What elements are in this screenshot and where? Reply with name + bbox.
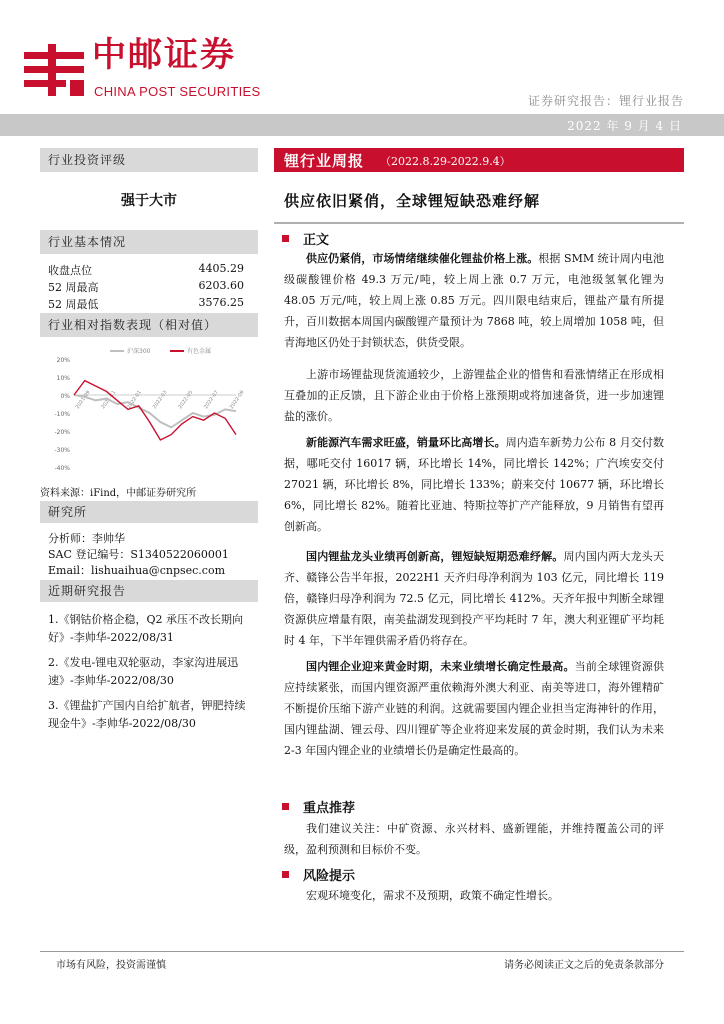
legend-label: 有色金属 xyxy=(187,348,212,355)
y-tick-label: -30% xyxy=(54,447,70,454)
section-heading-text: 正文 xyxy=(303,233,330,248)
rating-value: 强于大市 xyxy=(121,193,177,209)
paragraph-body: 周内造车新势力公布 8 月交付数据，哪吒交付 16017 辆，环比增长 14%，同比增长 142%；广汽埃安交付 27021 辆，环比增长 8%，同比增长 133%；蔚来交付 10677 辆，环比增长 6%，同比增长 82%。随着比亚迪、特斯拉等扩产产能释放，9 月销售有望再创新高。 xyxy=(284,436,664,533)
y-tick-label: 0% xyxy=(60,393,70,400)
kv-value: 4405.29 xyxy=(198,262,244,275)
recent-report-link[interactable]: 3.《锂盐扩产国内自给扩航者，钾肥持续现金牛》-李帅华-2022/08/30 xyxy=(48,699,246,730)
bullet-icon xyxy=(282,871,289,878)
report-tag: 锂行业周报 xyxy=(284,152,365,170)
report-period: （2022.8.29-2022.9.4） xyxy=(380,155,511,168)
analyst-header: 研究所 xyxy=(40,501,258,523)
analyst-name: 分析师：李帅华 xyxy=(48,532,125,545)
paragraph-lead: 国内锂盐龙头业绩再创新高，锂短缺短期恐难纾解。 xyxy=(306,550,564,563)
footer-disclaimer: 请务必阅读正文之后的免责条款部分 xyxy=(504,960,664,971)
chart-source: 资料来源：iFind，中邮证券研究所 xyxy=(40,488,197,499)
legend-label: 沪深300 xyxy=(127,348,151,355)
rating-header: 行业投资评级 xyxy=(40,148,258,172)
paragraph: 宏观环境变化，需求不及预期，政策不确定性增长。 xyxy=(306,889,559,902)
paragraph-lead: 国内锂企业迎来黄金时期，未来业绩增长确定性最高。 xyxy=(306,660,575,673)
recent-report-link[interactable]: 2.《发电-锂电双轮驱动，李家沟进展迅速》-李帅华-2022/08/30 xyxy=(48,656,239,687)
kv-key: 52 周最低 xyxy=(48,298,99,311)
paragraph-body: 根据 SMM 统计周内电池级碳酸锂价格 49.3 万元/吨，较上周上涨 0.7 万元，电池级氢氧化锂为 48.05 万元/吨，较上周上涨 0.85 万元。四川限电结束后，锂盐产量有所提升，百川数据本周国内碳酸锂产量预计为 7868 吨，较上周增加 1058 吨，但青海地区仍处于封锁状态，供货受限。 xyxy=(284,252,664,349)
report-title-bar xyxy=(274,148,684,172)
paragraph-lead: 供应仍紧俏，市场情绪继续催化锂盐价格上涨。 xyxy=(306,252,539,265)
paragraph-body: 周内国内两大龙头天齐、赣锋公告半年报，2022H1 天齐归母净利润为 103 亿元，同比增长 119 倍，赣锋归母净利润为 72.5 亿元，同比增长 412%。天齐年报中判断全球锂资源供应增量有限，南美盐湖发现到投产平均耗时 7 年，澳大利亚锂矿平均耗时 4 年，下半年锂供需矛盾仍将存在。 xyxy=(284,550,665,647)
x-tick-label: 2021-11 xyxy=(100,389,118,411)
x-tick-label: 2022-03 xyxy=(151,389,169,411)
report-type: 证券研究报告：锂行业报告 xyxy=(527,94,684,108)
kv-key: 收盘点位 xyxy=(48,264,92,277)
y-tick-label: 10% xyxy=(56,375,70,382)
y-tick-label: -40% xyxy=(54,465,70,472)
y-tick-label: -10% xyxy=(54,411,70,418)
x-tick-label: 2022-01 xyxy=(126,389,143,411)
kv-value: 3576.25 xyxy=(198,296,244,309)
x-tick-label: 2022-07 xyxy=(203,389,220,411)
brand-name: 中邮证券 xyxy=(92,35,236,75)
x-tick-label: 2022-09 xyxy=(228,389,246,411)
footer-divider xyxy=(40,951,684,952)
section-heading-text: 重点推荐 xyxy=(303,801,356,816)
paragraph xyxy=(284,248,664,353)
kv-key: 52 周最高 xyxy=(48,281,99,294)
y-tick-label: -20% xyxy=(54,429,70,436)
paragraph: 我们建议关注：中矿资源、永兴材料、盛新锂能，并维持覆盖公司的评级，盈利预测和目标价不变。 xyxy=(284,822,664,856)
date-bar xyxy=(0,114,724,136)
paragraph: 上游市场锂盐现货流通较少，上游锂盐企业的惜售和看涨情绪正在形成相互叠加的正反馈，且下游企业由于价格上涨预期或将加速备货，进一步加速锂盐的涨价。 xyxy=(284,368,664,423)
page-title: 供应依旧紧俏，全球锂短缺恐难纾解 xyxy=(284,192,541,210)
paragraph-lead: 新能源汽车需求旺盛，销量环比高增长。 xyxy=(306,436,506,449)
section-heading xyxy=(282,865,355,884)
kv-row xyxy=(48,279,244,295)
section-heading xyxy=(282,229,329,248)
kv-row xyxy=(48,296,244,312)
relative-index-chart xyxy=(40,343,258,478)
paragraph xyxy=(284,546,664,651)
x-tick-label: 2022-05 xyxy=(177,389,195,411)
footer-risk: 市场有风险，投资需谨慎 xyxy=(56,960,166,971)
series-line-1 xyxy=(74,381,236,440)
bullet-icon xyxy=(282,235,289,242)
section-heading xyxy=(282,797,355,816)
china-post-logo-icon xyxy=(20,42,88,98)
paragraph xyxy=(284,432,664,537)
x-tick-label: 2021-09 xyxy=(74,389,92,411)
recent-report-link[interactable]: 1.《钢钴价格企稳，Q2 承压不改长期向好》-李帅华-2022/08/31 xyxy=(48,613,244,644)
brand-name-english: CHINA POST SECURITIES xyxy=(94,84,261,99)
basic-info-header: 行业基本情况 xyxy=(40,230,258,254)
kv-row xyxy=(48,262,244,278)
kv-value: 6203.60 xyxy=(198,279,244,292)
paragraph xyxy=(284,656,664,761)
perf-header: 行业相对指数表现（相对值） xyxy=(40,313,258,337)
report-date: 2022 年 9 月 4 日 xyxy=(567,119,682,133)
analyst-email[interactable]: Email：lishuaihua@cnpsec.com xyxy=(48,564,226,577)
recent-header: 近期研究报告 xyxy=(40,580,258,602)
bullet-icon xyxy=(282,803,289,810)
divider xyxy=(274,222,684,224)
section-heading-text: 风险提示 xyxy=(303,869,356,884)
paragraph-body: 当前全球锂资源供应持续紧张，而国内锂资源严重依赖海外澳大利亚、南美等进口，海外锂精矿不断提价压缩下游产业链的利润。这就需要国内锂企业担当定海神针的作用，国内锂盐湖、锂云母、四川锂矿等企业将迎来发展的黄金时期，我们认为未来 2-3 年国内锂企业的业绩增长仍是确定性最高的。 xyxy=(284,660,665,757)
y-tick-label: 20% xyxy=(56,357,70,364)
analyst-sac: SAC 登记编号：S1340522060001 xyxy=(48,548,229,561)
